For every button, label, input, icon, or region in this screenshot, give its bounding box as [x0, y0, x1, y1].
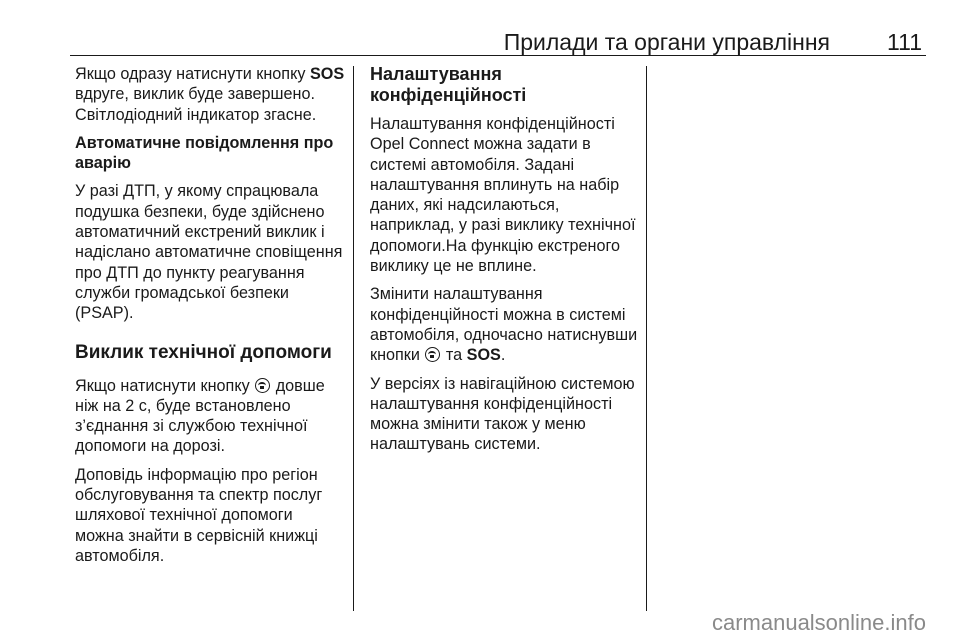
roadside-text: Якщо натиснути кнопку довше ніж на 2 с, буде встановлено з’єднання зі службою технічної допомоги на дорозі. [75, 376, 325, 456]
left-column [75, 64, 345, 574]
privacy-heading: Налаштування конфіденційності [370, 64, 527, 105]
page-header-title: Прилади та органи управління [503, 29, 830, 55]
sos-cancel-paragraph: Якщо одразу натиснути кнопку SOS вдруге, виклик буде завершено. Світлодіодний індикатор згасне. [75, 65, 345, 124]
column-divider-left [353, 66, 354, 611]
roadside-report-text: Доповідь інформацію про регіон обслуговування та спектр послуг шляхової технічної допомоги можна знайти в сервісній книжці автомобіля. [75, 465, 323, 565]
privacy-paragraph-2: Змінити налаштування конфіденційності можна в системі автомобіля, одночасно натиснувши кнопки та SOS. [370, 285, 638, 365]
auto-notification-text: У разі ДТП, у якому спрацювала подушка безпеки, буде здійснено автоматичний екстрений виклик і надіслано автоматичне сповіщення про ДТП до пункту реагування служби громадської безпеки (PSAP). [75, 182, 343, 323]
watermark: carmanualsonline.info [711, 610, 926, 635]
sos-label: SOS [309, 65, 345, 83]
privacy-paragraph-1: Налаштування конфіденційності Opel Connect можна задати в системі автомобіля. Задані налаштування вплинуть на набір даних, які надсилаються, наприклад, у разі виклику технічної допомоги.На функцію екстреного виклику це не вплине. [370, 115, 636, 276]
middle-column [370, 64, 640, 463]
privacy-paragraph-3: У версіях із навігаційною системою налаштування конфіденційності можна змінити також у меню налаштувань системи. [370, 374, 635, 454]
roadside-assistance-icon [255, 378, 270, 393]
sos-label: SOS [466, 346, 501, 365]
header-divider [70, 55, 926, 56]
auto-notification-heading: Автоматичне повідомлення про аварію [75, 133, 334, 173]
roadside-assistance-icon [425, 347, 440, 362]
roadside-heading: Виклик технічної допомоги [75, 341, 332, 363]
column-divider-right [646, 66, 647, 611]
page-number: 111 [887, 29, 922, 55]
